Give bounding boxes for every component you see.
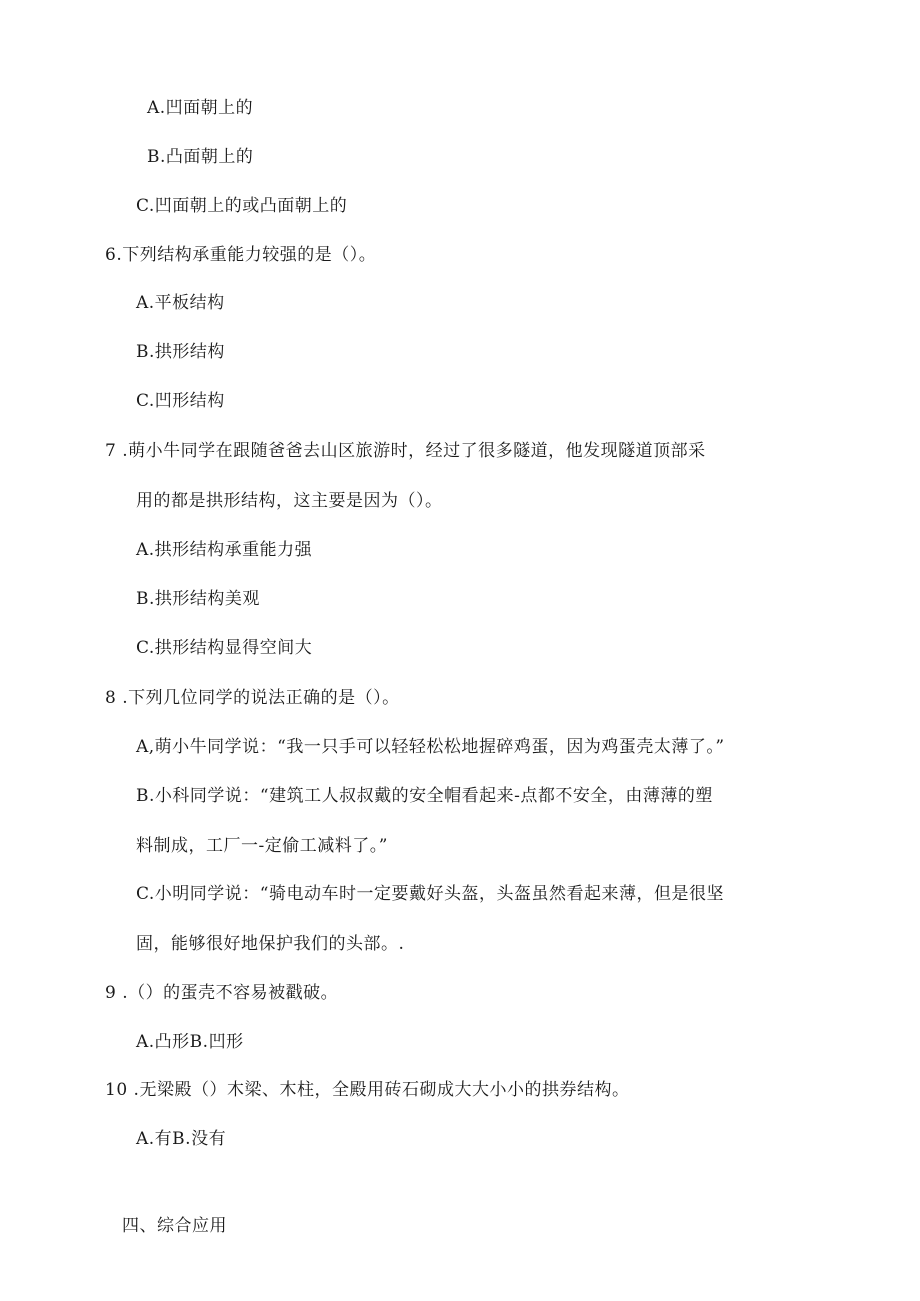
q10-options: A.有B.没有 [136,1129,227,1149]
q7-stem-line2: 用的都是拱形结构，这主要是因为（）。 [136,491,443,511]
q7-option-c: C.拱形结构显得空间大 [136,638,313,658]
q8-stem: 8 .下列几位同学的说法正确的是（）。 [105,688,400,708]
q8-option-c-line2: 固，能够很好地保护我们的头部。. [136,934,405,954]
q8-option-c-line1: C.小明同学说：“骑电动车时一定要戴好头盔，头盔虽然看起来薄，但是很坚 [136,884,724,904]
q7-option-b: B.拱形结构美观 [136,589,260,609]
q8-option-b-line1: B.小科同学说：“建筑工人叔叔戴的安全帽看起来-点都不安全，由薄薄的塑 [136,786,713,806]
q9-stem: 9 .（）的蛋壳不容易被戳破。 [105,983,339,1003]
q5-option-c: C.凹面朝上的或凸面朝上的 [136,196,348,216]
q9-options: A.凸形B.凹形 [136,1032,244,1052]
q8-option-b-line2: 料制成，工厂一-定偷工减料了。” [136,836,388,856]
q8-option-a: A,萌小牛同学说：“我一只手可以轻轻松松地握碎鸡蛋，因为鸡蛋壳太薄了。” [136,737,725,757]
q5-option-b: B.凸面朝上的 [147,147,254,167]
q6-option-c: C.凹形结构 [136,391,225,411]
q7-option-a: A.拱形结构承重能力强 [136,540,313,560]
q6-option-b: B.拱形结构 [136,342,225,362]
q5-option-a: A.凹面朝上的 [147,98,254,118]
q6-stem: 6.下列结构承重能力较强的是（）。 [105,245,377,265]
q10-stem: 10 .无梁殿（）木梁、木柱，全殿用砖石砌成大大小小的拱券结构。 [105,1080,630,1100]
section-4-heading: 四、综合应用 [122,1216,227,1236]
q7-stem-line1: 7 .萌小牛同学在跟随爸爸去山区旅游时，经过了很多隧道，他发现隧道顶部采 [105,441,706,461]
q6-option-a: A.平板结构 [136,293,225,313]
